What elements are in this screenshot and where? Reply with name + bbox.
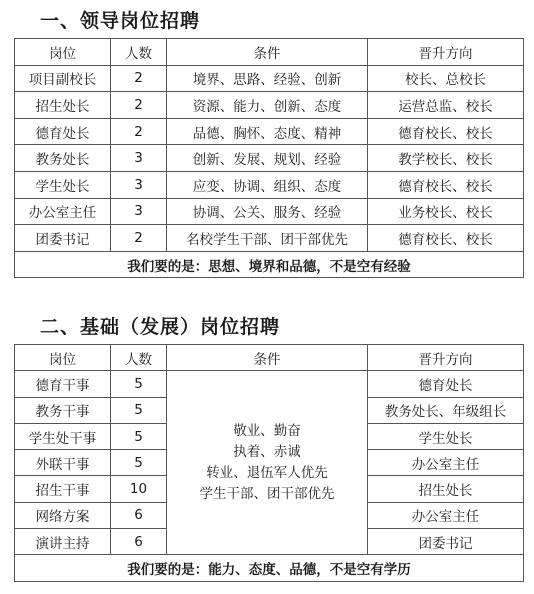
- count-cell: 10: [111, 476, 167, 502]
- section2-title: 二、基础（发展）岗位招聘: [40, 316, 281, 338]
- section1-note: 我们要的是：思想、境界和品德，不是空有经验: [15, 251, 524, 278]
- count-cell: 5: [111, 423, 167, 449]
- count-cell: 2: [111, 118, 167, 145]
- header-conditions: 条件: [167, 39, 368, 66]
- header-promotion: 晋升方向: [368, 345, 524, 371]
- position-cell: 德育干事: [15, 371, 111, 397]
- leadership-recruitment-table: [14, 38, 524, 278]
- conditions-cell: 协调、公关、服务、经验: [167, 198, 368, 225]
- condition-line: 学生干部、团干部优先: [199, 485, 335, 502]
- promotion-cell: 招生处长: [368, 476, 524, 502]
- header-conditions: 条件: [167, 345, 368, 371]
- count-cell: 5: [111, 397, 167, 423]
- conditions-cell: 境界、思路、经验、创新: [167, 65, 368, 92]
- count-cell: 2: [111, 65, 167, 92]
- table-row: [15, 145, 524, 172]
- count-cell: 2: [111, 92, 167, 119]
- note-row: [15, 555, 524, 581]
- conditions-cell: 创新、发展、规划、经验: [167, 145, 368, 172]
- position-cell: 项目副校长: [15, 65, 111, 92]
- promotion-cell: 德育校长、校长: [368, 171, 524, 198]
- shared-conditions-cell: [167, 371, 368, 555]
- promotion-cell: 运营总监、校长: [368, 92, 524, 119]
- promotion-cell: 校长、总校长: [368, 65, 524, 92]
- position-cell: 网络方案: [15, 502, 111, 528]
- promotion-cell: 办公室主任: [368, 502, 524, 528]
- section2-note: 我们要的是：能力、态度、品德，不是空有学历: [15, 555, 524, 581]
- header-promotion: 晋升方向: [368, 39, 524, 66]
- conditions-cell: 资源、能力、创新、态度: [167, 92, 368, 119]
- count-cell: 2: [111, 225, 167, 252]
- conditions-cell: 名校学生干部、团干部优先: [167, 225, 368, 252]
- basic-recruitment-table: [14, 344, 524, 582]
- section1-title: 一、领导岗位招聘: [40, 10, 201, 32]
- table-row: [15, 171, 524, 198]
- promotion-cell: 学生处长: [368, 423, 524, 449]
- count-cell: 3: [111, 198, 167, 225]
- promotion-cell: 德育校长、校长: [368, 225, 524, 252]
- condition-line: 转业、退伍军人优先: [206, 464, 328, 481]
- condition-line: 敬业、勤奋: [233, 422, 301, 439]
- promotion-cell: 业务校长、校长: [368, 198, 524, 225]
- count-cell: 5: [111, 450, 167, 476]
- table-row: [15, 371, 524, 397]
- promotion-cell: 教学校长、校长: [368, 145, 524, 172]
- position-cell: 外联干事: [15, 450, 111, 476]
- promotion-cell: 教务处长、年级组长: [368, 397, 524, 423]
- promotion-cell: 德育处长: [368, 371, 524, 397]
- position-cell: 学生处长: [15, 171, 111, 198]
- count-cell: 6: [111, 502, 167, 528]
- count-cell: 6: [111, 529, 167, 555]
- table-header-row: [15, 39, 524, 66]
- count-cell: 3: [111, 171, 167, 198]
- position-cell: 团委书记: [15, 225, 111, 252]
- table-row: [15, 118, 524, 145]
- header-position: 岗位: [15, 39, 111, 66]
- header-count: 人数: [111, 39, 167, 66]
- header-position: 岗位: [15, 345, 111, 371]
- position-cell: 招生干事: [15, 476, 111, 502]
- table-row: [15, 198, 524, 225]
- condition-line: 执着、赤诚: [233, 443, 301, 460]
- count-cell: 3: [111, 145, 167, 172]
- promotion-cell: 团委书记: [368, 529, 524, 555]
- table-header-row: [15, 345, 524, 371]
- position-cell: 办公室主任: [15, 198, 111, 225]
- position-cell: 教务处长: [15, 145, 111, 172]
- position-cell: 招生处长: [15, 92, 111, 119]
- position-cell: 学生处干事: [15, 423, 111, 449]
- table-row: [15, 92, 524, 119]
- position-cell: 教务干事: [15, 397, 111, 423]
- count-cell: 5: [111, 371, 167, 397]
- position-cell: 演讲主持: [15, 529, 111, 555]
- header-count: 人数: [111, 345, 167, 371]
- promotion-cell: 办公室主任: [368, 450, 524, 476]
- conditions-cell: 品德、胸怀、态度、精神: [167, 118, 368, 145]
- note-row: [15, 251, 524, 278]
- position-cell: 德育处长: [15, 118, 111, 145]
- conditions-cell: 应变、协调、组织、态度: [167, 171, 368, 198]
- table-row: [15, 225, 524, 252]
- table-row: [15, 65, 524, 92]
- promotion-cell: 德育校长、校长: [368, 118, 524, 145]
